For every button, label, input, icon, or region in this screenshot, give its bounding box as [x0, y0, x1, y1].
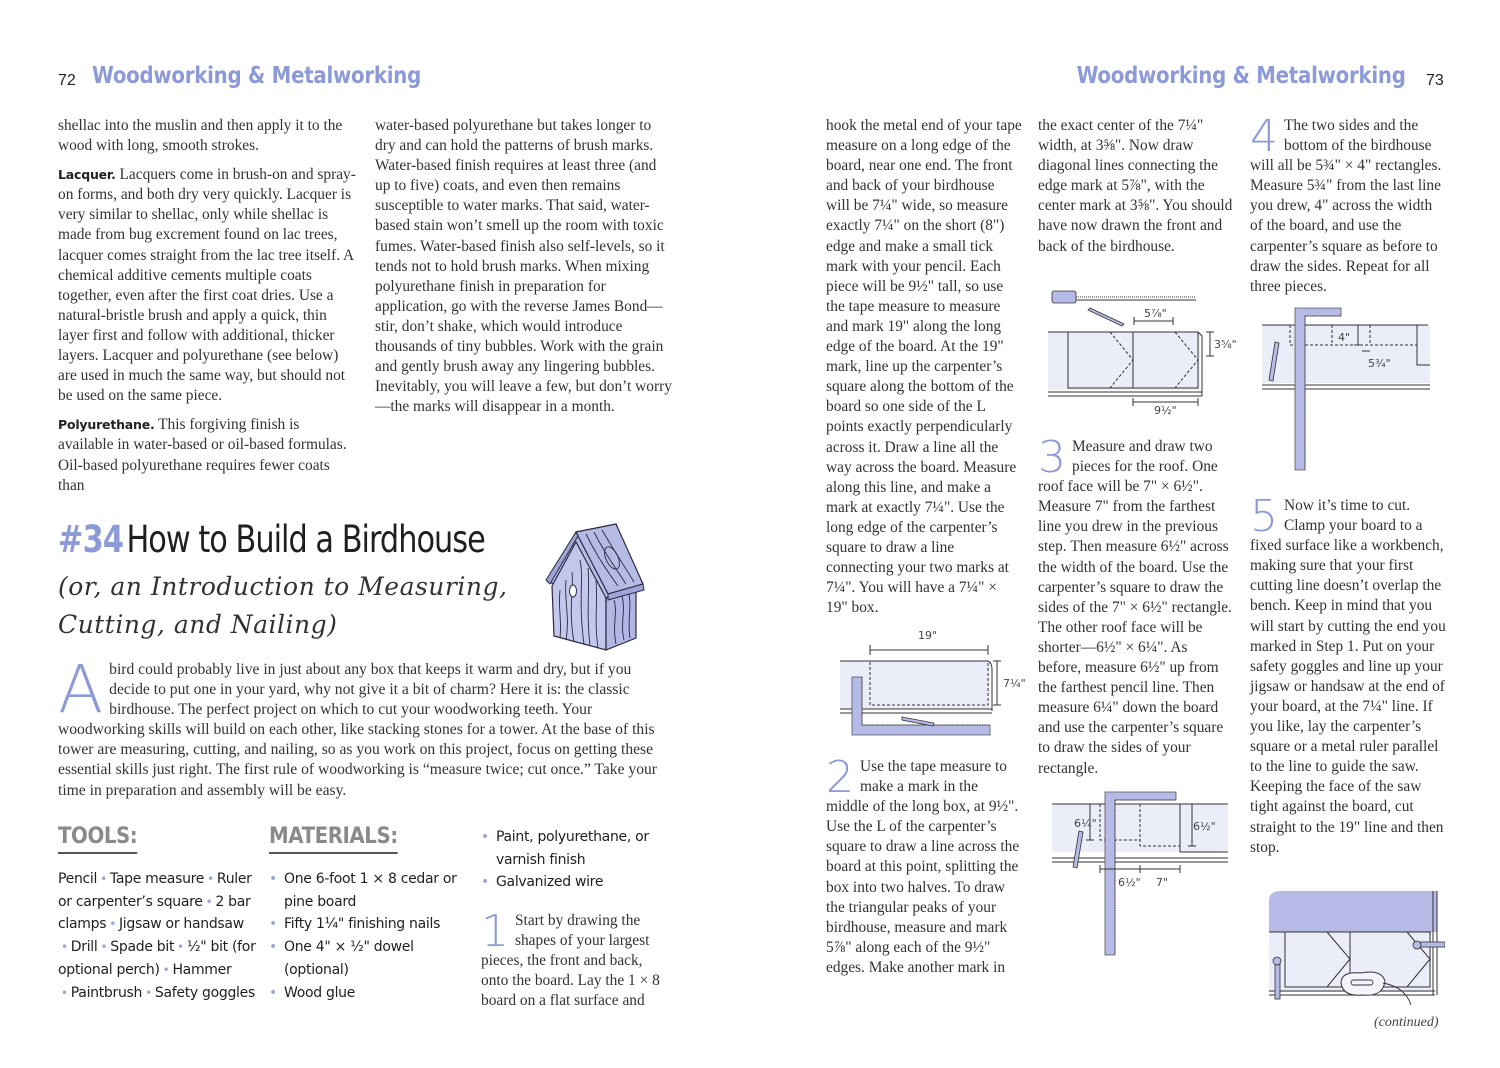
tool-item: Spade bit	[110, 939, 175, 956]
material-item: • One 4" × ½" dowel (optional)	[269, 936, 459, 981]
polyurethane-label: Polyurethane.	[58, 417, 155, 433]
intro-text: bird could probably live in just about any box that keeps it warm and dry, but if you decide to put one in your yard, why not give it a bit of charm? Here it is: the classic birdhouse. The perfect project on which to cut your woodworking teeth. Your woodworking skills will build on each other, like stacking stones for a tower. At the base of this tower are measuring, cutting, and nailing, so as you work on this project, focus on getting these essential skills just right. The first rule of woodworking is “measure twice; cut once.” Take your time in preparation and assembly will be easy.	[58, 661, 657, 799]
subtitle-line-1: (or, an Introduction to Measuring,	[58, 572, 508, 601]
step-1-text: Start by drawing the shapes of your largest pieces, the front and back, onto the board. Lay the 1 × 8 board on a flat surface and	[481, 912, 660, 1010]
dim-3-5-8: 3⅝"	[1214, 338, 1237, 351]
finishes-column-2	[375, 116, 675, 426]
project-subtitle	[58, 568, 528, 644]
step-5	[1250, 491, 1446, 858]
figure-clamp-cut	[1265, 887, 1445, 1007]
material-item: • Fifty 1¼" finishing nails	[269, 913, 459, 936]
step-3-text: Measure and draw two pieces for the roof. One roof face will be 7" × 6½". Measure 7" from the farthest line you drew in the previous step. Then measure 6½" across the width of the board. Use the carpenter’s square to draw the sides of the 7" × 6½" rectangle. The other roof face will be shorter—6½" × 6¼". As before, measure 6½" up from the farthest pencil line. Then measure 6¼" down the board and use the carpenter’s square to draw the sides of your rectangle.	[1038, 438, 1232, 777]
step-2	[826, 752, 1022, 978]
step-3-number: 3	[1038, 432, 1066, 483]
figure-peaks	[1048, 286, 1243, 416]
step-2-number: 2	[826, 752, 854, 803]
dim-6-1-2-bottom: 6½"	[1118, 876, 1141, 889]
materials-heading: MATERIALS:	[269, 824, 398, 854]
figure-side-pieces	[1262, 305, 1437, 475]
project-title: How to Build a Birdhouse	[126, 518, 485, 561]
step-3	[1038, 432, 1234, 779]
step-5-number: 5	[1250, 491, 1278, 542]
finishes-column-1	[58, 116, 358, 505]
tool-item: Ruler or carpenter’s square	[58, 871, 252, 910]
dim-7-1-4: 7¼"	[1003, 677, 1026, 690]
dim-7: 7"	[1156, 876, 1169, 889]
project-heading	[58, 518, 485, 561]
project-intro	[58, 651, 670, 801]
material-item: • Paint, polyurethane, or varnish finish	[481, 826, 671, 871]
materials-list-cont	[481, 826, 671, 894]
tool-item: ½" bit (for optional perch)	[58, 939, 256, 978]
tool-item: Tape measure	[109, 871, 205, 887]
tool-item: Paintbrush	[70, 984, 143, 1001]
step-2-continued: the exact center of the 7¼" width, at 3⅝". Now draw diagonal lines connecting the edge mark at 5⅞", with the center mark at 3⅝". You should have now drawn the front and back of the birdhouse.	[1038, 117, 1233, 255]
paragraph-polyurethane	[58, 415, 358, 495]
materials-list	[269, 868, 459, 1004]
dim-4: 4"	[1338, 331, 1351, 344]
figure-measure-box	[840, 625, 1030, 740]
page-number-left: 72	[58, 72, 76, 89]
step-4-number: 4	[1250, 111, 1278, 162]
tool-item: Safety goggles	[154, 984, 255, 1001]
step-1	[481, 906, 671, 1011]
subtitle-line-2: Cutting, and Nailing)	[58, 610, 338, 639]
polyurethane-text: This forgiving finish is available in water-based or oil-based formulas. Oil-based polyurethane requires fewer coats than	[58, 416, 347, 494]
tool-item: Jigsaw or handsaw	[118, 916, 244, 933]
page-number-right: 73	[1426, 72, 1444, 89]
step-5-text: Now it’s time to cut. Clamp your board to a fixed surface like a workbench, making sure that your first cutting line doesn’t overlap the bench. Keep in mind that you will start by cutting the end you marked in Step 1. Put on your safety goggles and line up your jigsaw or handsaw at the end of your board, at the 7¼" line. If you like, lay the carpenter’s square or a metal ruler parallel to the line to guide the saw. Keeping the face of the saw tight against the board, cut straight to the 19" line and then stop.	[1250, 497, 1446, 856]
paragraph-lacquer	[58, 165, 358, 406]
dim-6-1-4: 6¼"	[1074, 817, 1097, 830]
material-item: • Wood glue	[269, 982, 459, 1005]
intro-dropcap: A	[58, 651, 104, 728]
step-4	[1250, 111, 1446, 297]
birdhouse-illustration	[528, 520, 663, 655]
dim-19: 19"	[918, 629, 938, 642]
tools-list: Pencil • Tape measure • Ruler or carpenter’s square • 2 bar clamps • Jigsaw or handsaw • Drill • Spade bit • ½" bit (for optional perch) • Hammer • Paintbrush • Safety goggles	[58, 871, 256, 1001]
dim-5-7-8: 5⅞"	[1144, 307, 1167, 320]
dim-9-1-2: 9½"	[1154, 404, 1177, 416]
tools-heading: TOOLS:	[58, 824, 137, 854]
tool-item: Hammer	[172, 961, 232, 978]
tool-item: Drill	[70, 939, 98, 956]
continued-note: (continued)	[1374, 1015, 1439, 1030]
tool-item: Pencil	[58, 871, 98, 887]
tool-item: 2 bar clamps	[58, 893, 251, 933]
project-number: #34	[58, 518, 124, 561]
material-item: • One 6-foot 1 × 8 cedar or pine board	[269, 868, 459, 913]
step-2-text: Use the tape measure to make a mark in the middle of the long box, at 9½". Use the L of the carpenter’s square to draw a line across the board at this point, splitting the box into two halves. To draw the triangular peaks of your birdhouse, measure and mark 5⅞" along each of the 9½" edges. Make another mark in	[826, 758, 1020, 976]
materials-section	[269, 824, 459, 1004]
step-4-text: The two sides and the bottom of the birdhouse will all be 5¾" × 4" rectangles. Measure 5¾" from the last line you drew, 4" across the width of the board, and use the carpenter’s square as before to draw the sides. Repeat for all three pieces.	[1250, 117, 1442, 295]
step-1-number: 1	[481, 906, 509, 957]
running-head-left: Woodworking & Metalworking	[92, 63, 422, 89]
tools-section	[58, 824, 258, 1004]
dim-5-3-4: 5¾"	[1368, 357, 1391, 370]
dim-6-1-2: 6½"	[1193, 820, 1216, 833]
figure-roof-pieces	[1050, 790, 1240, 960]
paragraph-shellac: shellac into the muslin and then apply it to the wood with long, smooth strokes.	[58, 117, 343, 155]
material-item: • Galvanized wire	[481, 871, 671, 894]
lacquer-label: Lacquer.	[58, 167, 116, 183]
lacquer-text: Lacquers come in brush-on and spray-on forms, and both dry very quickly. Lacquer is very similar to shellac, only while shellac is made from bug excrement found on lac trees, lacquer comes straight from the lac tree itself. A chemical additive cements multiple coats together, even after the first coat dries. Use a natural-bristle brush and apply a quick, thin layer first and follow with additional, thicker layers. Lacquer and polyurethane (see below) are used in much the same way, but should not be used on the same piece.	[58, 166, 356, 405]
running-head-right: Woodworking & Metalworking	[1076, 63, 1406, 89]
paragraph-polyurethane-cont: water-based polyurethane but takes longer to dry and can hold the patterns of brush marks. Water-based finish requires at least three (and up to five) coats, and even then remains susceptible to water marks. That said, water-based stain won’t smell up the room with toxic fumes. Water-based finish also self-levels, so it tends not to hold brush marks. When mixing polyurethane finish in preparation for application, go with the reverse James Bond—stir, don’t shake, which would introduce thousands of tiny bubbles. Work with the grain and gently brush away any lingering bubbles. Inevitably, you will leave a few, but don’t worry—the marks will disappear in a month.	[375, 117, 672, 416]
step-1-continued: hook the metal end of your tape measure on a long edge of the board, near one end. The front and back of your birdhouse will be 7¼" wide, so measure exactly 7¼" on the short (8") edge and make a small tick mark with your pencil. Each piece will be 9½" tall, so use the tape measure to measure and mark 19" along the long edge of the board. At the 19" mark, line up the carpenter’s square along the bottom of the board so one side of the L points exactly perpendicularly across it. Draw a line all the way across the board. Measure along this line, and make a mark at exactly 7¼". Use the long edge of the carpenter’s square to draw a line connecting your two marks at 7¼". You will have a 7¼" × 19" box.	[826, 117, 1022, 617]
